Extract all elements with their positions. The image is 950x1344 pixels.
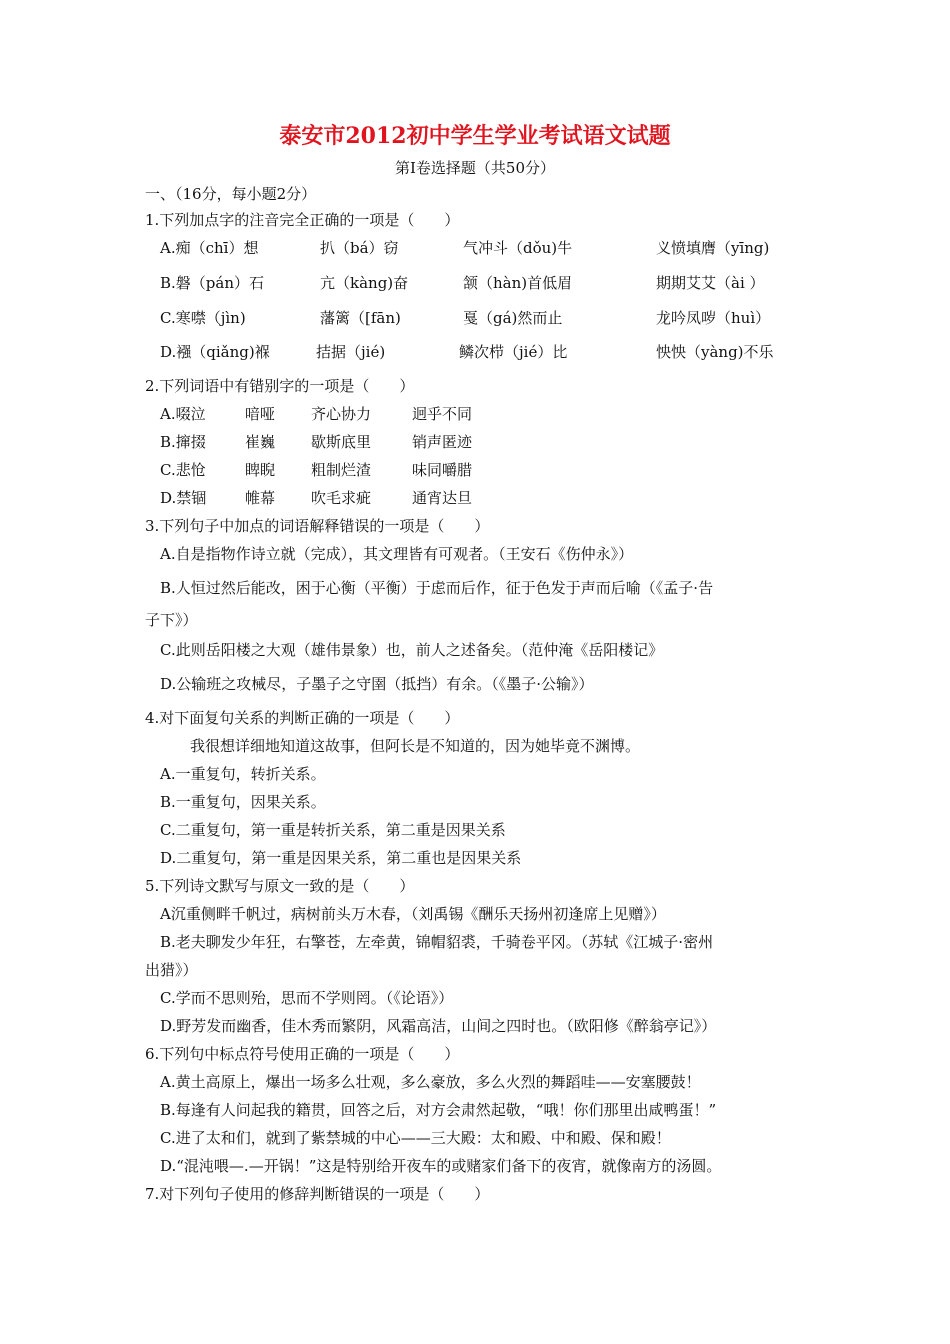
q3-option-b-cont: 子下》） bbox=[145, 611, 198, 629]
q2-option-a-3: 齐心协力 bbox=[311, 405, 372, 423]
question-3-stem: 3.下列句子中加点的词语解释错误的一项是（ ） bbox=[145, 517, 490, 535]
q2-option-b-1: B.撺掇 bbox=[160, 433, 206, 451]
q2-option-a-1: A.啜泣 bbox=[160, 405, 206, 423]
q2-option-d-3: 吹毛求疵 bbox=[311, 489, 372, 507]
question-4-stem: 4.对下面复句关系的判断正确的一项是（ ） bbox=[145, 709, 460, 727]
q2-option-b-3: 歇斯底里 bbox=[311, 433, 372, 451]
q2-option-c-3: 粗制烂渣 bbox=[311, 461, 372, 479]
q5-option-b: B.老夫聊发少年狂，右擎苍，左牵黄，锦帽貂裘，千骑卷平冈。（苏轼《江城子·密州 bbox=[160, 933, 714, 951]
q3-option-b: B.人恒过然后能改，困于心衡（平衡）于虑而后作，征于色发于声而后喻（《孟子·告 bbox=[160, 579, 714, 597]
question-6-stem: 6.下列句中标点符号使用正确的一项是（ ） bbox=[145, 1045, 460, 1063]
q1-option-b-4: 期期艾艾（ài ） bbox=[656, 274, 765, 292]
q1-option-c-4: 龙吟凤哕（huì） bbox=[656, 309, 771, 327]
q2-option-c-4: 味同嚼腊 bbox=[412, 461, 473, 479]
q2-option-c-2: 睥睨 bbox=[245, 461, 276, 479]
question-2-stem: 2.下列词语中有错别字的一项是（ ） bbox=[145, 377, 415, 395]
q1-option-b-1: B.磐（pán）石 bbox=[160, 274, 264, 292]
exam-title: 泰安市2012初中学生学业考试语文试题 bbox=[279, 123, 671, 149]
q1-option-c-3: 戛（gá)然而止 bbox=[463, 309, 563, 327]
q1-option-d-3: 鳞次栉（jié）比 bbox=[459, 343, 568, 361]
q2-option-b-2: 崔巍 bbox=[245, 433, 276, 451]
q3-option-d: D.公输班之攻械尽，子墨子之守圉（抵挡）有余。（《墨子·公输》） bbox=[160, 675, 594, 693]
q1-option-a-3: 气冲斗（dǒu)牛 bbox=[463, 239, 573, 257]
q1-option-d-1: D.襁（qiǎng)褓 bbox=[160, 343, 270, 361]
q2-option-d-4: 通宵达旦 bbox=[412, 489, 473, 507]
section-heading: 一、（16分，每小题2分） bbox=[145, 185, 317, 203]
question-7-stem: 7.对下列句子使用的修辞判断错误的一项是（ ） bbox=[145, 1185, 490, 1203]
q3-option-c: C.此则岳阳楼之大观（雄伟景象）也，前人之述备矣。（范仲淹《岳阳楼记》 bbox=[160, 641, 664, 659]
q1-option-c-1: C.寒噤（jìn) bbox=[160, 309, 246, 327]
q5-option-b-cont: 出猎》） bbox=[145, 961, 198, 979]
q4-option-c: C.二重复句，第一重是转折关系，第二重是因果关系 bbox=[160, 821, 506, 839]
question-5-stem: 5.下列诗文默写与原文一致的是（ ） bbox=[145, 877, 415, 895]
q6-option-c: C.进了太和们，就到了紫禁城的中心——三大殿：太和殿、中和殿、保和殿！ bbox=[160, 1129, 671, 1147]
q4-option-b: B.一重复句，因果关系。 bbox=[160, 793, 326, 811]
q2-option-a-2: 喑哑 bbox=[245, 405, 276, 423]
q1-option-a-4: 义愤填膺（yīng) bbox=[656, 239, 770, 257]
q2-option-a-4: 迥乎不同 bbox=[412, 405, 473, 423]
q1-option-a-2: 扒（bá）窃 bbox=[320, 239, 399, 257]
q1-option-b-3: 颔（hàn)首低眉 bbox=[463, 274, 573, 292]
q5-option-a: A沉重侧畔千帆过，病树前头万木春，（刘禹锡《酬乐天扬州初逢席上见赠》） bbox=[160, 905, 666, 923]
q5-option-d: D.野芳发而幽香，佳木秀而繁阴，风霜高洁，山间之四时也。（欧阳修《醉翁亭记》） bbox=[160, 1017, 717, 1035]
q6-option-d: D.“混沌喂—.—开锅！”这是特别给开夜车的或赌家们备下的夜宵，就像南方的汤圆。 bbox=[160, 1157, 722, 1175]
q5-option-c: C.学而不思则殆，思而不学则罔。（《论语》） bbox=[160, 989, 454, 1007]
question-1-stem: 1.下列加点字的注音完全正确的一项是（ ） bbox=[145, 211, 460, 229]
q4-sentence: 我很想详细地知道这故事，但阿长是不知道的，因为她毕竟不渊博。 bbox=[190, 737, 641, 755]
q6-option-a: A.黄土高原上，爆出一场多么壮观，多么豪放，多么火烈的舞蹈哇——安塞腰鼓！ bbox=[160, 1073, 701, 1091]
q2-option-d-2: 帷幕 bbox=[245, 489, 276, 507]
q2-option-d-1: D.禁锢 bbox=[160, 489, 207, 507]
q1-option-d-2: 拮据（jié) bbox=[316, 343, 386, 361]
q3-option-a: A.自是指物作诗立就（完成），其文理皆有可观者。（王安石《伤仲永》） bbox=[160, 545, 634, 563]
q1-option-c-2: 藩篱（[fān) bbox=[320, 309, 401, 327]
q1-option-a-1: A.痴（chī）想 bbox=[160, 239, 259, 257]
q4-option-d: D.二重复句，第一重是因果关系，第二重也是因果关系 bbox=[160, 849, 522, 867]
exam-subtitle: 第Ⅰ卷选择题（共50分） bbox=[394, 159, 555, 177]
q2-option-c-1: C.悲怆 bbox=[160, 461, 206, 479]
q1-option-d-4: 怏怏（yàng)不乐 bbox=[656, 343, 774, 361]
q6-option-b: B.每逢有人问起我的籍贯，回答之后，对方会肃然起敬，“哦！你们那里出咸鸭蛋！” bbox=[160, 1101, 717, 1119]
q4-option-a: A.一重复句，转折关系。 bbox=[160, 765, 326, 783]
q2-option-b-4: 销声匿迹 bbox=[412, 433, 473, 451]
q1-option-b-2: 亢（kàng)奋 bbox=[320, 274, 409, 292]
